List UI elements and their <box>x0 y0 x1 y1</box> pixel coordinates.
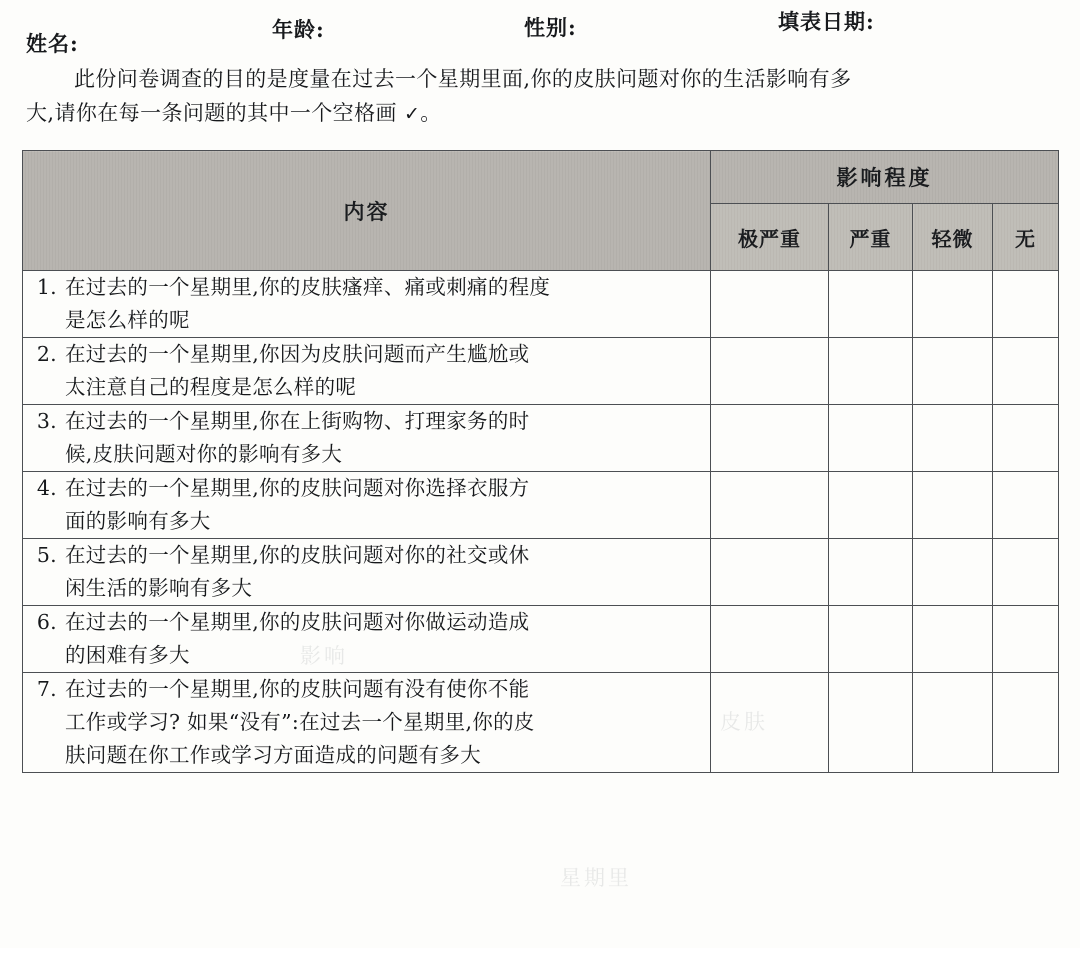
field-label-name: 姓名: <box>26 31 79 56</box>
question-3-body <box>65 405 710 471</box>
intro-line-2-before: 大,请你在每一条问题的其中一个空格画 <box>26 101 404 125</box>
answer-cell-q1-none[interactable] <box>993 271 1059 338</box>
answer-cell-q6-none[interactable] <box>993 606 1059 673</box>
dlqi-table-wrapper <box>22 150 1058 773</box>
answer-cell-q2-mild[interactable] <box>913 338 993 405</box>
question-4-number: 4. <box>36 476 57 500</box>
answer-cell-q2-very-severe[interactable] <box>711 338 829 405</box>
field-label-age: 年龄: <box>272 17 325 42</box>
answer-cell-q5-none[interactable] <box>993 539 1059 606</box>
answer-cell-q1-severe[interactable] <box>829 271 913 338</box>
header-degree: 影响程度 <box>711 151 1059 204</box>
question-6-line-2: 的困难有多大 <box>65 643 190 667</box>
question-4-text <box>23 472 711 539</box>
table-row <box>23 271 1059 338</box>
question-1-line-1: 在过去的一个星期里,你的皮肤瘙痒、痛或刺痛的程度 <box>65 275 551 299</box>
answer-cell-q4-severe[interactable] <box>829 472 913 539</box>
question-7-number: 7. <box>36 677 57 701</box>
field-label-sex: 性别: <box>524 15 577 40</box>
question-5-number: 5. <box>36 543 57 567</box>
answer-cell-q1-very-severe[interactable] <box>711 271 829 338</box>
answer-cell-q5-very-severe[interactable] <box>711 539 829 606</box>
show-through-text-2: 星期里 <box>560 866 632 890</box>
question-2-line-1: 在过去的一个星期里,你因为皮肤问题而产生尴尬或 <box>65 342 530 366</box>
question-7-line-1: 在过去的一个星期里,你的皮肤问题有没有使你不能 <box>65 677 530 701</box>
question-7-text <box>23 673 711 773</box>
table-row <box>23 472 1059 539</box>
question-6-body <box>65 606 710 672</box>
question-5-text <box>23 539 711 606</box>
answer-cell-q6-mild[interactable] <box>913 606 993 673</box>
question-4-line-1: 在过去的一个星期里,你的皮肤问题对你选择衣服方 <box>65 476 530 500</box>
answer-cell-q6-severe[interactable] <box>829 606 913 673</box>
table-row <box>23 606 1059 673</box>
table-row <box>23 673 1059 773</box>
question-6-number: 6. <box>36 610 57 634</box>
answer-cell-q7-none[interactable] <box>993 673 1059 773</box>
answer-cell-q5-severe[interactable] <box>829 539 913 606</box>
answer-cell-q3-mild[interactable] <box>913 405 993 472</box>
answer-cell-q3-very-severe[interactable] <box>711 405 829 472</box>
answer-cell-q6-very-severe[interactable] <box>711 606 829 673</box>
answer-cell-q5-mild[interactable] <box>913 539 993 606</box>
question-7-body <box>65 673 710 772</box>
question-2-text <box>23 338 711 405</box>
answer-cell-q3-none[interactable] <box>993 405 1059 472</box>
question-3-number: 3. <box>36 409 57 433</box>
question-7-line-2: 工作或学习? 如果“没有”:在过去一个星期里,你的皮 <box>65 710 535 734</box>
answer-cell-q2-severe[interactable] <box>829 338 913 405</box>
question-1-number: 1. <box>36 275 57 299</box>
question-2-number: 2. <box>36 342 57 366</box>
table-row <box>23 539 1059 606</box>
answer-cell-q7-severe[interactable] <box>829 673 913 773</box>
intro-paragraph <box>26 62 1056 131</box>
table-row <box>23 338 1059 405</box>
intro-line-1: 此份问卷调查的目的是度量在过去一个星期里面,你的皮肤问题对你的生活影响有多 <box>74 67 852 91</box>
field-label-date: 填表日期: <box>778 9 875 34</box>
question-6-text <box>23 606 711 673</box>
header-option-severe: 严重 <box>829 204 913 271</box>
table-row <box>23 405 1059 472</box>
question-2-body <box>65 338 710 404</box>
question-3-text <box>23 405 711 472</box>
question-6-line-1: 在过去的一个星期里,你的皮肤问题对你做运动造成 <box>65 610 530 634</box>
answer-cell-q4-mild[interactable] <box>913 472 993 539</box>
question-3-line-2: 候,皮肤问题对你的影响有多大 <box>65 442 343 466</box>
header-fields <box>0 0 1080 60</box>
answer-cell-q7-mild[interactable] <box>913 673 993 773</box>
answer-cell-q4-none[interactable] <box>993 472 1059 539</box>
answer-cell-q3-severe[interactable] <box>829 405 913 472</box>
header-option-none: 无 <box>993 204 1059 271</box>
header-option-mild: 轻微 <box>913 204 993 271</box>
header-content: 内容 <box>23 151 711 271</box>
intro-line-2 <box>26 96 1056 131</box>
dlqi-table <box>22 150 1059 773</box>
question-1-line-2: 是怎么样的呢 <box>65 308 190 332</box>
answer-cell-q7-very-severe[interactable] <box>711 673 829 773</box>
question-2-line-2: 太注意自己的程度是怎么样的呢 <box>65 375 357 399</box>
question-5-line-1: 在过去的一个星期里,你的皮肤问题对你的社交或休 <box>65 543 530 567</box>
question-3-line-1: 在过去的一个星期里,你在上街购物、打理家务的时 <box>65 409 530 433</box>
table-header-row-1 <box>23 151 1059 204</box>
answer-cell-q2-none[interactable] <box>993 338 1059 405</box>
checkmark-icon: ✓ <box>403 103 421 125</box>
question-1-text <box>23 271 711 338</box>
question-7-line-3: 肤问题在你工作或学习方面造成的问题有多大 <box>65 743 481 767</box>
header-option-very-severe: 极严重 <box>711 204 829 271</box>
intro-line-2-after: 。 <box>420 101 442 125</box>
question-4-line-2: 面的影响有多大 <box>65 509 211 533</box>
answer-cell-q4-very-severe[interactable] <box>711 472 829 539</box>
answer-cell-q1-mild[interactable] <box>913 271 993 338</box>
question-5-body <box>65 539 710 605</box>
question-4-body <box>65 472 710 538</box>
question-5-line-2: 闲生活的影响有多大 <box>65 576 253 600</box>
question-1-body <box>65 271 710 337</box>
page-bottom-edge <box>0 948 1080 963</box>
